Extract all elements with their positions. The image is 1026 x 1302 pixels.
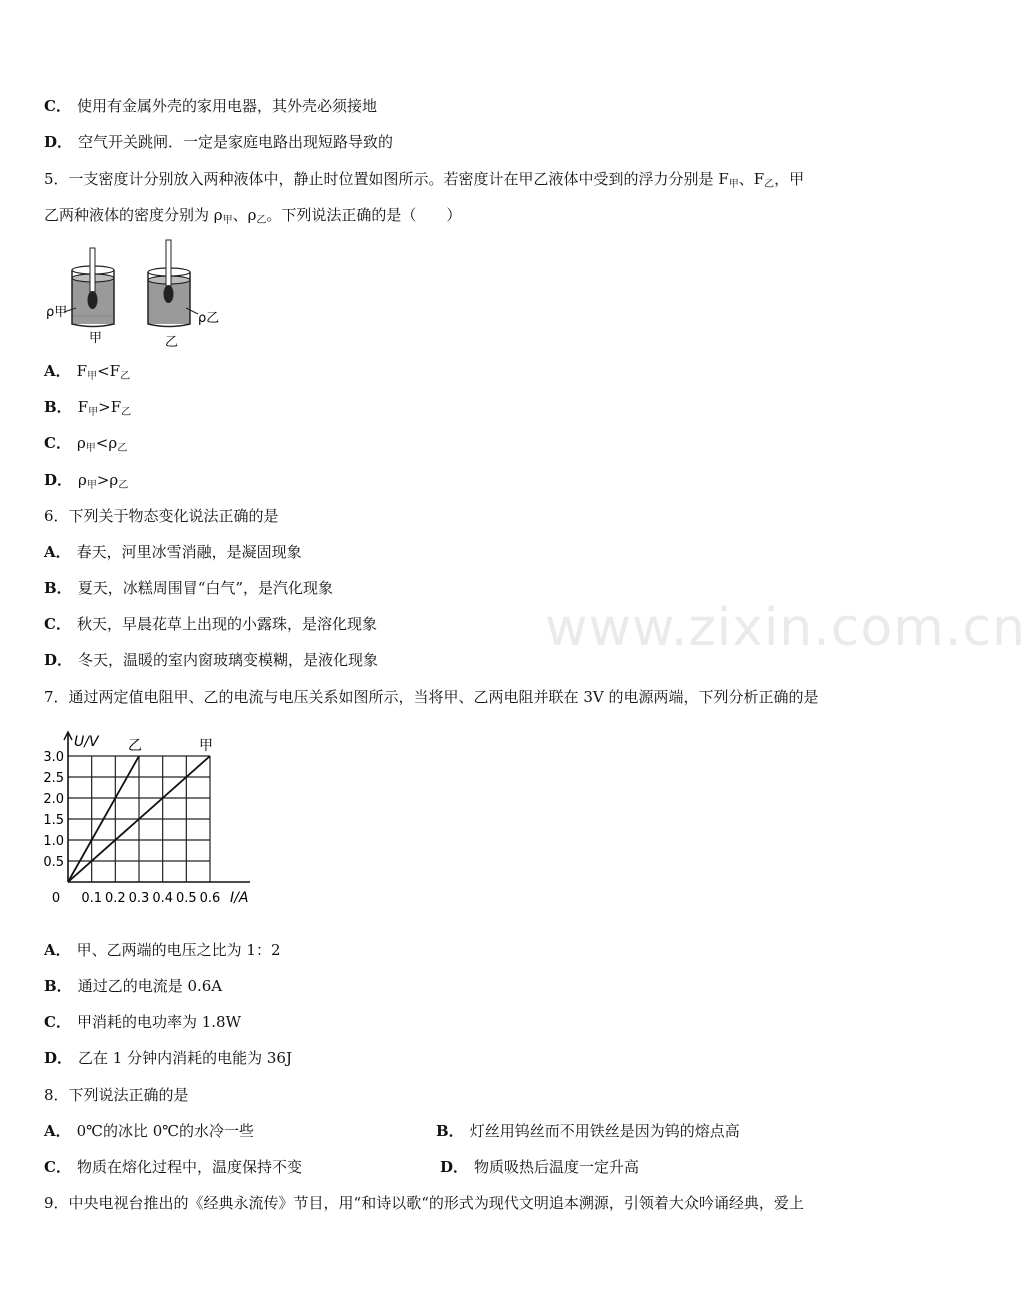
q6-option-b: B． 夏天，冰糕周围冒“白气”，是汽化现象 — [44, 579, 334, 597]
watermark: www.zixin.com.cn — [545, 598, 1026, 658]
q8-option-b: B． 灯丝用钨丝而不用铁丝是因为钨的熔点高 — [436, 1122, 740, 1140]
x-tick-label: 0.5 — [175, 891, 197, 906]
q5-option-a: A． $F_甲<F_乙$ — [44, 362, 131, 382]
q7-option-a: A． 甲、乙两端的电压之比为 1：2 — [44, 941, 281, 959]
q8-option-c: C． 物质在熔化过程中，温度保持不变 — [44, 1158, 302, 1176]
y-tick-label: 1.5 — [43, 813, 64, 828]
label-rho-left: ρ甲 — [46, 305, 68, 320]
series-label: 甲 — [199, 738, 213, 754]
q6-stem: 6．下列关于物态变化说法正确的是 — [44, 507, 279, 525]
q7-option-d: D． 乙在 1 分钟内消耗的电能为 36J — [44, 1049, 292, 1067]
x-tick-label: 0.3 — [128, 891, 150, 906]
q5-stem-line2: 乙两种液体的密度分别为 $\rho_甲$、$\rho_乙$。下列说法正确的是（ ） — [44, 206, 462, 226]
q5-option-c: C． $\rho_甲<\rho_乙$ — [44, 434, 128, 454]
q7-option-b: B． 通过乙的电流是 0.6A — [44, 977, 223, 995]
y-axis-label: U/V — [74, 734, 99, 750]
x-tick-label: 0.2 — [104, 891, 126, 906]
q4-option-d: D． 空气开关跳闸．一定是家庭电路出现短路导致的 — [44, 133, 394, 151]
q8-stem: 8．下列说法正确的是 — [44, 1086, 189, 1104]
q7-option-c: C． 甲消耗的电功率为 1.8W — [44, 1013, 241, 1031]
x-tick-label: 0.1 — [81, 891, 103, 906]
q5-figure — [44, 236, 224, 348]
q9-stem: 9．中央电视台推出的《经典永流传》节目，用“和诗以歌“的形式为现代文明追本溯源，引领着大众吟诵经典，爱上 — [44, 1194, 804, 1212]
q5-option-d: D． $\rho_甲>\rho_乙$ — [44, 471, 129, 491]
q4-option-c: C． 使用有金属外壳的家用电器，其外壳必须接地 — [44, 97, 377, 115]
beaker-left — [72, 248, 114, 327]
y-tick-label: 3.0 — [43, 750, 64, 765]
origin-label: 0 — [51, 891, 61, 906]
label-rho-right: ρ乙 — [198, 311, 220, 326]
q5-option-b: B． $F_甲>F_乙$ — [44, 398, 132, 418]
y-tick-label: 1.0 — [43, 834, 64, 849]
q5-stem-line1: 5．一支密度计分别放入两种液体中，静止时位置如图所示。若密度计在甲乙液体中受到的浮力分别是 $F_甲$、$F_乙$，甲 — [44, 170, 805, 190]
x-tick-label: 0.4 — [152, 891, 174, 906]
beaker-right — [148, 240, 190, 327]
x-axis-label: I/A — [230, 890, 249, 906]
caption-right: 乙 — [165, 335, 179, 350]
y-tick-label: 0.5 — [43, 855, 64, 870]
q6-option-d: D． 冬天，温暖的室内窗玻璃变模糊，是液化现象 — [44, 651, 379, 669]
q7-stem: 7．通过两定值电阻甲、乙的电流与电压关系如图所示，当将甲、乙两电阻并联在 3V 的电源两端，下列分析正确的是 — [44, 688, 819, 706]
q7-chart — [44, 728, 274, 928]
series-label: 乙 — [128, 738, 142, 754]
y-tick-label: 2.5 — [43, 771, 64, 786]
q6-option-c: C． 秋天，早晨花草上出现的小露珠，是溶化现象 — [44, 615, 377, 633]
q8-option-d: D． 物质吸热后温度一定升高 — [440, 1158, 640, 1176]
q6-option-a: A． 春天，河里冰雪消融，是凝固现象 — [44, 543, 302, 561]
q8-option-a: A． 0℃的冰比 0℃的水冷一些 — [44, 1122, 255, 1140]
caption-left: 甲 — [89, 331, 103, 346]
y-tick-label: 2.0 — [43, 792, 64, 807]
x-tick-label: 0.6 — [199, 891, 221, 906]
